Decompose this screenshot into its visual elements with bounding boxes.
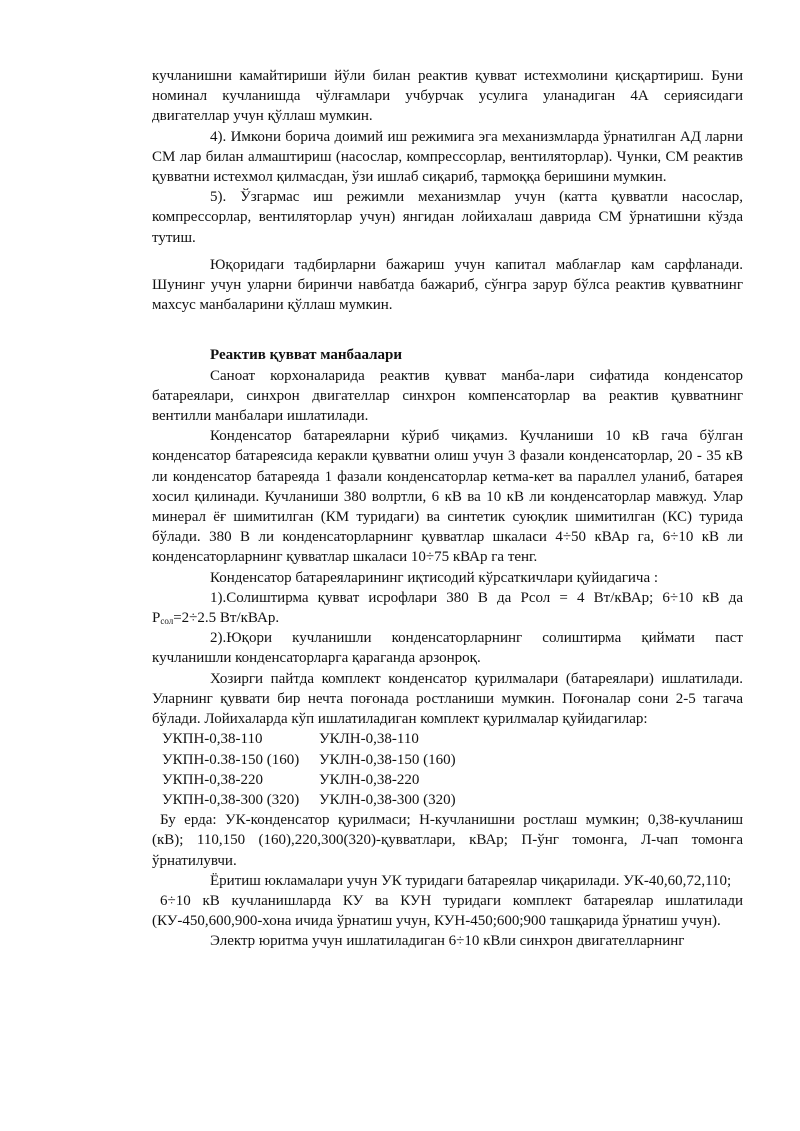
paragraph: Конденсатор батареяларни кўриб чиқамиз. Кучланиши 10 кВ гача бўлган конденсатор батареясида керакли қувватни олиш учун 3 фазали конденсаторлар, 20 - 35 кВ ли конденсатор батареяда 1 фазали конденсаторлар кетма-кет ва параллел уланиб, батарея хосил қилинади. Кучланиши 380 волртли, 6 кВ ва 10 кВ ли конденсаторлар мавжуд. Улар минерал ёғ шимитилган (КМ туридаги) ва синтетик суюқлик шимитилган (КС) турида бўлади. 380 В ли конденсаторларнинг қувватлар шкаласи 4÷50 кВАр га, 6÷10 кВ ли конденсаторларнинг қувватлар шкаласи 10÷75 кВАр га тенг. [152, 428, 743, 566]
subscript: сол [160, 616, 174, 627]
document-page [152, 66, 743, 952]
list-cell: УКЛН-0,38-110 [319, 731, 419, 748]
list-cell: УКЛН-0,38-220 [319, 771, 420, 788]
list-cell: УКПН-0,38-220 [162, 771, 264, 788]
paragraph: Саноат корхоналарида реактив қувват манба-лари сифатида конденсатор батареялари, синхрон двигателлар синхрон компенсаторлар ва реактив қувватнинг вентилли манбалари ишлатилади. [152, 367, 743, 425]
list-item [162, 729, 743, 749]
paragraph: Ёритиш юкламалари учун УК туридаги батареялар чиқарилади. УК-40,60,72,110; [210, 872, 732, 889]
list-cell: УКЛН-0,38-150 (160) [319, 751, 456, 768]
paragraph: 6÷10 кВ кучланишларда КУ ва КУН туридаги комплект батареялар ишлатилади (КУ-450,600,900-хона ичида ўрнатиш учун, КУН-450;600;900 ташқарида ўрнатиш учун). [152, 892, 743, 930]
list-item [162, 770, 743, 790]
paragraph: 2).Юқори кучланишли конденсаторларнинг солиштирма қиймати паст кучланишли конденсаторларга қараганда арзонроқ. [152, 630, 743, 667]
paragraph: 4). Имкони борича доимий иш режимига эга механизмларда ўрнатилган АД ларни СМ лар билан алмаштириш (насослар, компрессорлар, вентиляторлар). Чунки, СМ реактив қувватни истехмол қилмасдан, ўзи ишлаб сиқариб, тармоққа беришини мумкин. [152, 128, 743, 186]
paragraph: Хозирги пайтда комплект конденсатор қурилмалари (батареялари) ишлатилади. Уларнинг қуввати бир нечта поғонада ростланиши мумкин. Поғоналар сони 2-5 тагача бўлади. Лойихаларда кўп ишлатиладиган комплект қурилмалар қуйидагилар: [152, 670, 743, 728]
section-heading: Реактив қувват манбаалари [210, 347, 402, 364]
list-item [162, 750, 743, 770]
paragraph: Электр юритма учун ишлатиладиган 6÷10 кВли синхрон двигателларнинг [210, 933, 685, 950]
list-cell: УКПН-0,38-110 [162, 731, 263, 748]
paragraph: Бу ерда: УК-конденсатор қурилмаси; Н-кучланишни ростлаш мумкин; 0,38-кучланиш (кВ); 110,150 (160),220,300(320)-қувватлари, кВАр; П-ўнг томонга, Л-чап томонга ўрнатилувчи. [152, 812, 743, 869]
list-cell: УКПН-0.38-150 (160) [162, 751, 300, 768]
device-list [162, 729, 743, 810]
paragraph-losses [152, 588, 743, 628]
paragraph: кучланишни камайтириши йўли билан реактив қувват истехмолини қисқартириш. Буни номинал кучланишда чўлғамлари учбурчак усулига уланадиган 4А сериясидаги двигателлар учун қўллаш мумкин. [152, 68, 743, 125]
list-cell: УКЛН-0,38-300 (320) [319, 791, 456, 808]
paragraph: Юқоридаги тадбирларни бажариш учун капитал маблағлар кам сарфланади. Шунинг учун уларни биринчи навбатда бажариб, сўнгра зарур бўлса реактив қувватнинг махсус манбаларини қўллаш мумкин. [152, 256, 743, 314]
paragraph: 5). Ўзгармас иш режимли механизмлар учун (катта қувватли насослар, компрессорлар, вентиляторлар учун) янгидан лойихалаш даврида СМ ўрнатишни кўзда тутиш. [152, 189, 743, 246]
list-item [162, 790, 743, 810]
text: 1).Солиштирма қувват исрофлари 380 В да Рсол = 4 Вт/кВАр; 6÷10 кВ да Р [152, 589, 743, 627]
text: =2÷2.5 Вт/кВАр. [173, 610, 280, 627]
paragraph: Конденсатор батареяларининг иқтисодий кўрсаткичлари қуйидагича : [210, 569, 659, 586]
list-cell: УКПН-0,38-300 (320) [162, 791, 300, 808]
